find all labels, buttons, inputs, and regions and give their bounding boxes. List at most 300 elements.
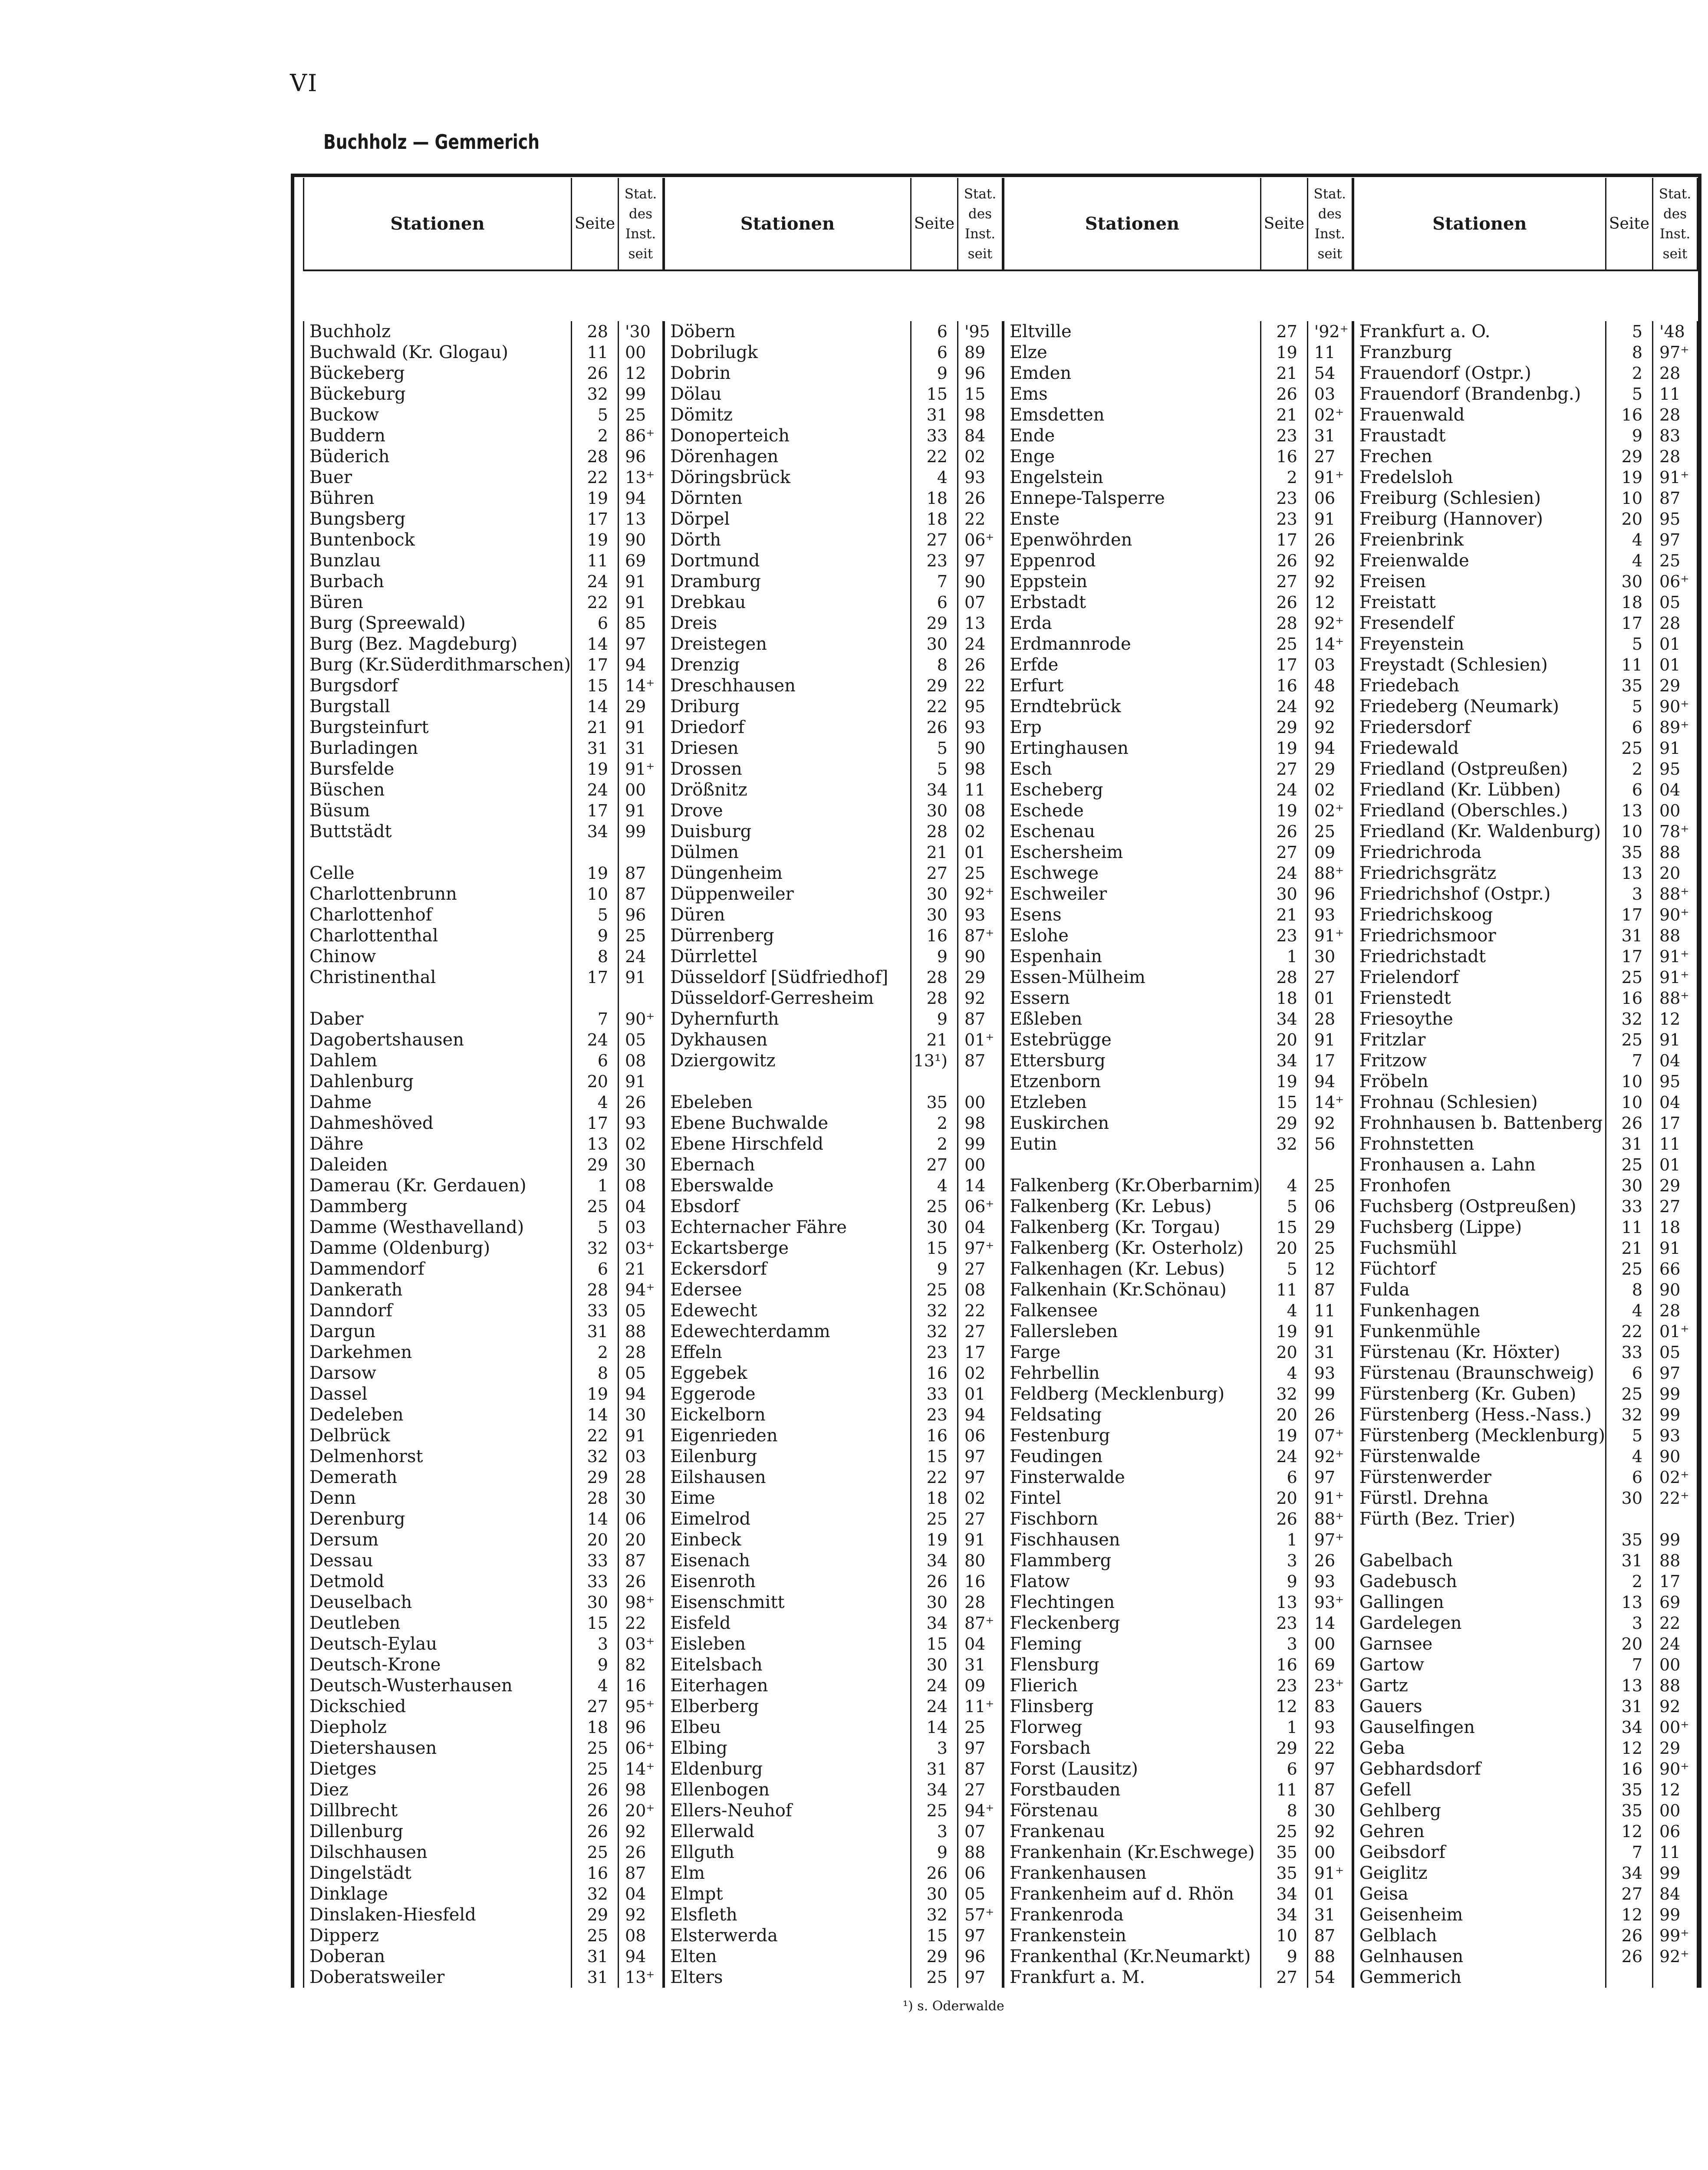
stat-value: 87 bbox=[964, 1051, 986, 1070]
stat-value: 27 bbox=[964, 1259, 986, 1279]
station-name: Ebene Buchwalde bbox=[670, 1113, 829, 1133]
seite-value: 32 bbox=[1621, 1009, 1642, 1029]
station-name: Eime bbox=[670, 1488, 715, 1508]
station-name bbox=[665, 1071, 910, 1092]
station-name: Edewecht bbox=[670, 1301, 757, 1321]
seite-value: 29 bbox=[926, 614, 948, 633]
station-name: Fronhofen bbox=[1359, 1176, 1451, 1196]
stat-value: 87⁺ bbox=[964, 926, 994, 945]
header-stat-des-inst-seit bbox=[957, 178, 1003, 270]
stat-value: 91 bbox=[1659, 739, 1681, 758]
seite-value: 27 bbox=[1276, 322, 1297, 341]
seite-value: 27 bbox=[1621, 1884, 1642, 1904]
stat-value: 02⁺ bbox=[1659, 1468, 1689, 1487]
station-name: Dickschied bbox=[309, 1697, 406, 1716]
stat-value: 97 bbox=[1659, 530, 1681, 549]
stat-value: 29 bbox=[964, 968, 986, 987]
stat-value: 88⁺ bbox=[1659, 989, 1689, 1008]
stat-value: 27 bbox=[1314, 968, 1336, 987]
seite-value: 26 bbox=[587, 1822, 608, 1841]
station-name: Frankenthal (Kr.Neumarkt) bbox=[1009, 1946, 1251, 1966]
station-name: Büren bbox=[309, 592, 363, 612]
station-name: Eppstein bbox=[1009, 572, 1088, 592]
station-name: Frauendorf (Ostpr.) bbox=[1359, 363, 1531, 383]
stat-value: 12 bbox=[625, 364, 646, 383]
seite-value: 9 bbox=[1287, 1572, 1297, 1591]
stat-value: 90⁺ bbox=[1659, 697, 1689, 716]
seite-value: 25 bbox=[926, 1509, 948, 1529]
station-name: Frankenhain (Kr.Eschwege) bbox=[1009, 1842, 1255, 1862]
station-name: Ertinghausen bbox=[1009, 738, 1129, 758]
stat-value: 91 bbox=[1659, 1239, 1681, 1258]
column-header bbox=[1353, 178, 1698, 271]
station-name: Gabelbach bbox=[1359, 1551, 1453, 1571]
seite-value: 17 bbox=[587, 1114, 608, 1133]
stat-value: 92 bbox=[625, 1905, 646, 1924]
station-column-2 bbox=[664, 177, 1003, 1988]
seite-value: 18 bbox=[1276, 989, 1297, 1008]
stat-value: 94 bbox=[964, 1405, 986, 1424]
station-name: Burladingen bbox=[309, 738, 418, 758]
seite-value: 17 bbox=[1621, 614, 1642, 633]
stat-value: 03⁺ bbox=[625, 1634, 655, 1654]
station-name: Essen-Mülheim bbox=[1009, 967, 1145, 987]
stat-value: 99 bbox=[1659, 1864, 1681, 1883]
seite-value: 17 bbox=[587, 968, 608, 987]
stat-value: 26 bbox=[1314, 1551, 1336, 1570]
station-name: Ellerwald bbox=[670, 1821, 755, 1841]
station-name: Frauendorf (Brandenbg.) bbox=[1359, 384, 1581, 404]
station-name: Delmenhorst bbox=[309, 1447, 423, 1466]
station-name: Dyhernfurth bbox=[670, 1009, 779, 1029]
station-name: Erp bbox=[1009, 717, 1042, 737]
station-name: Fuchsberg (Ostpreußen) bbox=[1359, 1197, 1576, 1217]
station-name: Feudingen bbox=[1009, 1447, 1103, 1466]
stat-value: 06 bbox=[964, 1426, 986, 1445]
station-name: Demerath bbox=[309, 1467, 398, 1487]
station-name: Ebernach bbox=[670, 1155, 755, 1175]
station-name bbox=[1004, 1154, 1260, 1175]
station-name: Driburg bbox=[670, 697, 740, 717]
stat-value: 26 bbox=[625, 1572, 646, 1591]
header-stat-word: seit bbox=[1317, 246, 1343, 262]
stat-value: 29 bbox=[1659, 676, 1681, 695]
stat-value: 95 bbox=[1659, 1072, 1681, 1091]
stat-value: 30 bbox=[625, 1405, 646, 1424]
stat-value: 01 bbox=[964, 1384, 986, 1404]
station-name: Euskirchen bbox=[1009, 1113, 1109, 1133]
stat-value: 04 bbox=[1659, 1051, 1681, 1070]
seite-value: 9 bbox=[597, 1655, 608, 1674]
stat-value: 01 bbox=[1314, 1884, 1336, 1904]
column-body bbox=[303, 271, 664, 1988]
stat-value: 31 bbox=[1314, 426, 1336, 445]
stat-value: 88 bbox=[625, 1322, 646, 1341]
stat-value: 01 bbox=[1314, 989, 1336, 1008]
station-name: Friedrichskoog bbox=[1359, 905, 1493, 925]
stat-value: 27 bbox=[1659, 1197, 1681, 1216]
stat-value: 04 bbox=[964, 1218, 986, 1237]
stat-value: 21 bbox=[625, 1259, 646, 1279]
seite-value: 27 bbox=[926, 530, 948, 549]
station-name: Delbrück bbox=[309, 1426, 390, 1446]
seite-value: 15 bbox=[1276, 1093, 1297, 1112]
station-name: Falkenberg (Kr. Osterholz) bbox=[1009, 1238, 1244, 1258]
station-name: Fürstenberg (Kr. Guben) bbox=[1359, 1384, 1576, 1404]
stat-value: 11 bbox=[1659, 385, 1681, 404]
seite-value: 24 bbox=[587, 1030, 608, 1049]
seite-value: 25 bbox=[926, 1197, 948, 1216]
station-name: Elten bbox=[670, 1946, 717, 1966]
stat-value: 91 bbox=[1659, 1030, 1681, 1049]
station-name: Dobrilugk bbox=[670, 342, 758, 362]
station-name: Finsterwalde bbox=[1009, 1467, 1125, 1487]
station-name: Festenburg bbox=[1009, 1426, 1110, 1446]
seite-value: 31 bbox=[1621, 926, 1642, 945]
seite-value: 25 bbox=[926, 1801, 948, 1820]
stat-value: 01⁺ bbox=[964, 1030, 994, 1049]
station-name: Ems bbox=[1009, 384, 1048, 404]
seite-value: 26 bbox=[1276, 593, 1297, 612]
station-name: Frankfurt a. O. bbox=[1359, 322, 1491, 342]
stat-value: 00 bbox=[625, 343, 646, 362]
stat-value: 87 bbox=[625, 864, 646, 883]
stat-value: 93 bbox=[964, 468, 986, 487]
seite-value: 27 bbox=[1276, 572, 1297, 591]
station-name: Daleiden bbox=[309, 1155, 388, 1175]
stat-value: 26 bbox=[1314, 530, 1336, 549]
seite-values bbox=[1260, 321, 1307, 1988]
stat-value: 25 bbox=[964, 864, 986, 883]
station-name: Erbstadt bbox=[1009, 592, 1086, 612]
station-name: Freienbrink bbox=[1359, 530, 1464, 550]
stat-value: 26 bbox=[964, 655, 986, 674]
station-name: Dagobertshausen bbox=[309, 1030, 464, 1050]
station-name: Dykhausen bbox=[670, 1030, 768, 1050]
station-name: Fraustadt bbox=[1359, 426, 1446, 446]
stat-values bbox=[618, 321, 664, 1988]
seite-value bbox=[572, 988, 618, 1009]
stat-value: 27 bbox=[1314, 447, 1336, 466]
stat-value: 22 bbox=[964, 1301, 986, 1320]
stat-value: 00 bbox=[1314, 1843, 1336, 1862]
stat-value: 14⁺ bbox=[1314, 635, 1344, 654]
stat-value: 56 bbox=[1314, 1134, 1336, 1154]
station-name: Daber bbox=[309, 1009, 364, 1029]
station-name: Garnsee bbox=[1359, 1634, 1433, 1654]
station-name: Emden bbox=[1009, 363, 1072, 383]
station-name: Friedersdorf bbox=[1359, 717, 1471, 737]
seite-value: 10 bbox=[1621, 822, 1642, 841]
seite-value: 35 bbox=[1276, 1864, 1297, 1883]
seite-value: 17 bbox=[1621, 947, 1642, 966]
stat-value: 02 bbox=[964, 1489, 986, 1508]
header-stat-word: Stat. bbox=[964, 186, 997, 202]
station-name: Eltville bbox=[1009, 322, 1072, 342]
station-name: Eigenrieden bbox=[670, 1426, 778, 1446]
station-name: Freisen bbox=[1359, 572, 1426, 592]
seite-value: 30 bbox=[926, 1218, 948, 1237]
station-name: Fresendelf bbox=[1359, 613, 1454, 633]
station-name: Erdmannrode bbox=[1009, 634, 1131, 654]
stat-value: 28 bbox=[1659, 614, 1681, 633]
seite-value: 24 bbox=[926, 1676, 948, 1695]
seite-value: 28 bbox=[926, 968, 948, 987]
stat-value: 92 bbox=[1659, 1697, 1681, 1716]
seite-value: 27 bbox=[1276, 1968, 1297, 1987]
seite-value: 26 bbox=[587, 1801, 608, 1820]
stat-value: 92 bbox=[964, 989, 986, 1008]
stat-value: 14⁺ bbox=[625, 1759, 655, 1779]
stat-value: 28 bbox=[1659, 447, 1681, 466]
station-name: Dobrin bbox=[670, 363, 731, 383]
stat-value: 90 bbox=[964, 739, 986, 758]
stat-value: 90 bbox=[625, 530, 646, 549]
stat-value: 94 bbox=[625, 655, 646, 674]
seite-value: 19 bbox=[926, 1530, 948, 1549]
page-number: VI bbox=[290, 69, 318, 97]
seite-value: 34 bbox=[1276, 1905, 1297, 1924]
seite-value: 31 bbox=[1621, 1697, 1642, 1716]
stat-value bbox=[1653, 1509, 1697, 1529]
stat-value: 98 bbox=[964, 1114, 986, 1133]
station-name: Dähre bbox=[309, 1134, 364, 1154]
station-name: Effeln bbox=[670, 1342, 722, 1362]
seite-value: 35 bbox=[1621, 843, 1642, 862]
stat-values bbox=[1652, 321, 1698, 1988]
station-name: Elsfleth bbox=[670, 1905, 737, 1925]
seite-values bbox=[571, 321, 618, 1988]
stat-value: 88 bbox=[964, 1843, 986, 1862]
stat-value: 03 bbox=[1314, 385, 1336, 404]
seite-value: 1 bbox=[1287, 1530, 1297, 1549]
stat-value: 97 bbox=[964, 1739, 986, 1758]
stat-value: 22 bbox=[1659, 1614, 1681, 1633]
station-name: Bungsberg bbox=[309, 509, 406, 529]
seite-value: 3 bbox=[597, 1634, 608, 1654]
seite-value: 25 bbox=[1621, 739, 1642, 758]
seite-value: 28 bbox=[587, 1489, 608, 1508]
seite-value: 25 bbox=[587, 1926, 608, 1945]
seite-value: 14 bbox=[587, 697, 608, 716]
station-name: Damme (Westhavelland) bbox=[309, 1217, 524, 1237]
seite-value: 12 bbox=[1621, 1905, 1642, 1924]
stat-value: 91 bbox=[964, 1530, 986, 1549]
seite-value: 32 bbox=[926, 1322, 948, 1341]
station-name: Freystadt (Schlesien) bbox=[1359, 655, 1548, 675]
seite-value bbox=[572, 842, 618, 863]
station-name: Dörth bbox=[670, 530, 721, 550]
stat-value: 03 bbox=[625, 1218, 646, 1237]
stat-value: 54 bbox=[1314, 364, 1336, 383]
station-name: Fallersleben bbox=[1009, 1322, 1118, 1341]
stat-value: 87 bbox=[964, 1009, 986, 1029]
seite-value: 5 bbox=[1632, 635, 1642, 654]
stat-value: 88 bbox=[1314, 1947, 1336, 1966]
seite-value: 23 bbox=[1276, 426, 1297, 445]
station-name: Diepholz bbox=[309, 1717, 387, 1737]
stat-value: 96 bbox=[964, 364, 986, 383]
seite-value: 26 bbox=[1621, 1926, 1642, 1945]
seite-value: 30 bbox=[926, 635, 948, 654]
station-name: Buchholz bbox=[309, 322, 391, 342]
seite-value: 28 bbox=[587, 1280, 608, 1299]
seite-value: 20 bbox=[1276, 1239, 1297, 1258]
station-name: Elters bbox=[670, 1967, 723, 1987]
station-name: Gadebusch bbox=[1359, 1572, 1457, 1591]
station-name: Freienwalde bbox=[1359, 551, 1469, 571]
station-name: Celle bbox=[309, 863, 355, 883]
seite-value: 29 bbox=[926, 1947, 948, 1966]
stat-value: 92 bbox=[1314, 1822, 1336, 1841]
station-name: Flatow bbox=[1009, 1572, 1070, 1591]
stat-value: 22 bbox=[1314, 1739, 1336, 1758]
stat-value: 91 bbox=[625, 1072, 646, 1091]
station-name: Dahmeshöved bbox=[309, 1113, 434, 1133]
seite-value bbox=[912, 1071, 957, 1092]
seite-value: 26 bbox=[1621, 1947, 1642, 1966]
seite-value: 25 bbox=[587, 1739, 608, 1758]
seite-value: 19 bbox=[1276, 1072, 1297, 1091]
seite-value: 20 bbox=[1276, 1343, 1297, 1362]
stat-value: 98 bbox=[964, 405, 986, 424]
seite-value: 26 bbox=[1276, 1509, 1297, 1529]
header-stat-des-inst-seit bbox=[1652, 178, 1698, 270]
seite-value: 31 bbox=[587, 739, 608, 758]
seite-value: 24 bbox=[587, 780, 608, 799]
seite-value: 15 bbox=[926, 1239, 948, 1258]
stat-value: 91⁺ bbox=[1659, 968, 1689, 987]
seite-value: 33 bbox=[587, 1572, 608, 1591]
stat-value: 66 bbox=[1659, 1259, 1681, 1279]
station-name: Gebhardsdorf bbox=[1359, 1759, 1481, 1779]
seite-value: 6 bbox=[597, 614, 608, 633]
stat-value: 92 bbox=[1314, 572, 1336, 591]
station-name: Falkensee bbox=[1009, 1301, 1098, 1321]
station-name: Damerau (Kr. Gerdauen) bbox=[309, 1176, 527, 1196]
stat-value: 16 bbox=[964, 1572, 986, 1591]
seite-value: 18 bbox=[926, 1489, 948, 1508]
seite-value: 3 bbox=[1632, 1614, 1642, 1633]
seite-value: 15 bbox=[587, 676, 608, 695]
station-name: Ellguth bbox=[670, 1842, 734, 1862]
station-name: Frauenwald bbox=[1359, 405, 1465, 425]
stat-value: 01 bbox=[964, 843, 986, 862]
station-name: Fronhausen a. Lahn bbox=[1359, 1155, 1536, 1175]
station-name: Bühren bbox=[309, 488, 375, 508]
stat-value: 91 bbox=[1314, 1030, 1336, 1049]
seite-value: 33 bbox=[1621, 1197, 1642, 1216]
seite-value: 3 bbox=[1287, 1551, 1297, 1570]
stat-value: 24 bbox=[625, 947, 646, 966]
stat-value: 86⁺ bbox=[625, 426, 655, 445]
station-name: Fischhausen bbox=[1009, 1530, 1120, 1550]
seite-value: 16 bbox=[1276, 1655, 1297, 1674]
header-stationen: Stationen bbox=[303, 178, 571, 270]
station-name: Friedeberg (Neumark) bbox=[1359, 697, 1559, 717]
station-name: Enge bbox=[1009, 447, 1055, 467]
station-name: Elmpt bbox=[670, 1884, 723, 1904]
stat-value: 87⁺ bbox=[964, 1614, 994, 1633]
station-name: Eisenach bbox=[670, 1551, 750, 1571]
station-name: Dziergowitz bbox=[670, 1051, 776, 1071]
seite-value: 3 bbox=[937, 1822, 948, 1841]
stat-value: 13⁺ bbox=[625, 468, 655, 487]
station-name: Dilschhausen bbox=[309, 1842, 428, 1862]
stat-value: 06⁺ bbox=[625, 1739, 655, 1758]
station-name: Dörnten bbox=[670, 488, 743, 508]
station-name: Etzenborn bbox=[1009, 1072, 1101, 1092]
seite-value: 29 bbox=[587, 1155, 608, 1174]
stat-value: 93 bbox=[1659, 1426, 1681, 1445]
station-name: Buchwald (Kr. Glogau) bbox=[309, 342, 508, 362]
seite-value: 10 bbox=[1621, 489, 1642, 508]
seite-value: 12 bbox=[1621, 1739, 1642, 1758]
station-name: Burbach bbox=[309, 572, 384, 592]
station-name: Fürstenau (Braunschweig) bbox=[1359, 1363, 1594, 1383]
stat-value: 48 bbox=[1314, 676, 1336, 695]
station-name: Eisenschmitt bbox=[670, 1592, 785, 1612]
station-name: Duisburg bbox=[670, 822, 752, 842]
seite-value: 20 bbox=[1276, 1405, 1297, 1424]
stat-value: 08 bbox=[625, 1176, 646, 1195]
station-name: Ettersburg bbox=[1009, 1051, 1106, 1071]
seite-value: 33 bbox=[926, 426, 948, 445]
station-name: Füchtorf bbox=[1359, 1259, 1436, 1279]
seite-value: 15 bbox=[926, 1634, 948, 1654]
stat-value: 92⁺ bbox=[1659, 1947, 1689, 1966]
stat-value: '92⁺ bbox=[1314, 322, 1349, 341]
seite-value: 32 bbox=[587, 385, 608, 404]
stat-value: 22 bbox=[964, 676, 986, 695]
seite-value: 2 bbox=[937, 1134, 948, 1154]
stat-value: 97 bbox=[964, 1926, 986, 1945]
seite-value: 8 bbox=[597, 947, 608, 966]
seite-value: 4 bbox=[937, 1176, 948, 1195]
station-name: Eckersdorf bbox=[670, 1259, 767, 1279]
station-name: Detmold bbox=[309, 1572, 385, 1591]
station-name: Funkenhagen bbox=[1359, 1301, 1480, 1321]
seite-value: 27 bbox=[587, 1697, 608, 1716]
stat-value: '30 bbox=[625, 322, 651, 341]
stat-value: 94 bbox=[625, 489, 646, 508]
seite-value: 9 bbox=[937, 947, 948, 966]
station-name: Dammendorf bbox=[309, 1259, 425, 1279]
stat-value: 83 bbox=[1314, 1697, 1336, 1716]
station-name: Dürrlettel bbox=[670, 947, 758, 967]
stat-value: 87 bbox=[964, 1759, 986, 1779]
stat-value: 91 bbox=[625, 572, 646, 591]
stat-value: 28 bbox=[1314, 1009, 1336, 1029]
stat-value: 27 bbox=[964, 1509, 986, 1529]
station-name: Freistatt bbox=[1359, 592, 1436, 612]
station-name: Burgsteinfurt bbox=[309, 717, 429, 737]
station-name: Danndorf bbox=[309, 1301, 393, 1321]
station-name: Essern bbox=[1009, 988, 1070, 1008]
station-name: Damme (Oldenburg) bbox=[309, 1238, 490, 1258]
seite-value: 29 bbox=[926, 676, 948, 695]
station-name: Burg (Kr.Süderdithmarschen) bbox=[309, 655, 571, 675]
station-name: Flechtingen bbox=[1009, 1592, 1115, 1612]
station-name: Forst (Lausitz) bbox=[1009, 1759, 1138, 1779]
seite-value: 9 bbox=[1632, 426, 1642, 445]
seite-value: 5 bbox=[1287, 1197, 1297, 1216]
station-name: Echternacher Fähre bbox=[670, 1217, 847, 1237]
stat-value: 26 bbox=[625, 1093, 646, 1112]
seite-value: 17 bbox=[1276, 530, 1297, 549]
station-name: Elsterwerda bbox=[670, 1926, 778, 1946]
station-name: Edersee bbox=[670, 1280, 742, 1300]
